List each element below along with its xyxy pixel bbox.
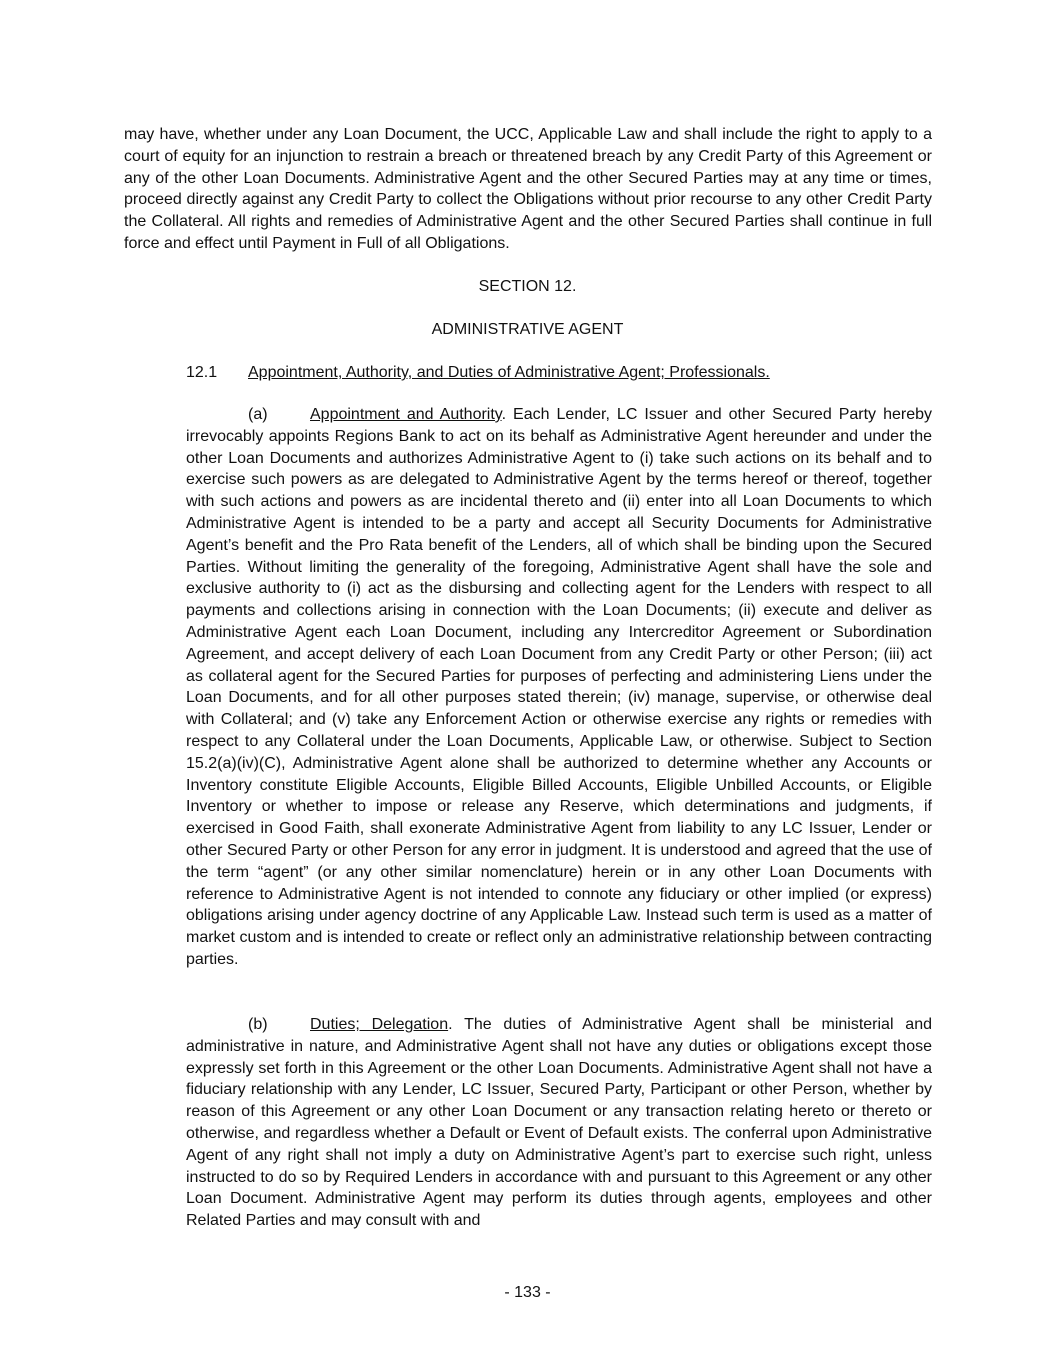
clause-b-label: (b)	[248, 1016, 268, 1033]
subsection-title: Appointment, Authority, and Duties of Administrative Agent; Professionals.	[248, 364, 770, 381]
subsection-number: 12.1	[186, 364, 218, 381]
clause-b-paragraph	[186, 1014, 932, 1232]
clause-b-text: . The duties of Administrative Agent shall be ministerial and administrative in nature, and Administrative Agent shall not have any duties or obligations except those expressly set forth in this Agreement or the other Loan Documents. Administrative Agent shall not have a fiduciary relationship with any Lender, LC Issuer, Secured Party, Participant or other Person, whether by reason of this Agreement or any other Loan Document or any transaction relating hereto or thereto or otherwise, and regardless whether a Default or Event of Default exists. The conferral upon Administrative Agent of any right shall not imply a duty on Administrative Agent’s part to exercise such right, unless instructed to do so by Required Lenders in accordance with and pursuant to this Agreement or any other Loan Document. Administrative Agent may perform its duties through agents, employees and other Related Parties and may consult with and	[186, 1016, 932, 1230]
section-title: ADMINISTRATIVE AGENT	[431, 321, 624, 338]
clause-a-label: (a)	[248, 406, 268, 423]
section-number: SECTION 12.	[478, 278, 577, 295]
clause-b-heading: Duties; Delegation	[310, 1016, 449, 1033]
continuation-paragraph: may have, whether under any Loan Document, the UCC, Applicable Law and shall include the right to apply to a court of equity for an injunction to restrain a breach or threatened breach by any Credit Party of this Agreement or any of the other Loan Documents. Administrative Agent and the other Secured Parties may at any time or times, proceed directly against any Credit Party to collect the Obligations without prior recourse to any other Credit Party the Collateral. All rights and remedies of Administrative Agent and the other Secured Parties shall continue in full force and effect until Payment in Full of all Obligations.	[124, 126, 932, 252]
clause-a-heading: Appointment and Authority	[310, 406, 502, 423]
subsection-heading	[186, 362, 770, 384]
clause-a-paragraph	[186, 404, 932, 971]
clause-a-text: . Each Lender, LC Issuer and other Secured Party hereby irrevocably appoints Regions Bank to act on its behalf as Administrative Agent hereunder and under the other Loan Documents and authorizes Administrative Agent to (i) take such actions on its behalf and to exercise such powers as are delegated to Administrative Agent by the terms hereof or thereof, together with such actions and powers as are incidental thereto and (ii) enter into all Loan Documents to which Administrative Agent is intended to be a party and accept all Security Documents for Administrative Agent’s benefit and the Pro Rata benefit of the Lenders, all of which shall be binding upon the Secured Parties. Without limiting the generality of the foregoing, Administrative Agent shall have the sole and exclusive authority to (i) act as the disbursing and collecting agent for the Lenders with respect to all payments and collections arising in connection with the Loan Documents; (ii) execute and deliver as Administrative Agent each Loan Document, including any Intercreditor Agreement or Subordination Agreement, and accept delivery of each Loan Document from any Credit Party or other Person; (iii) act as collateral agent for the Secured Parties for purposes of perfecting and administering Liens under the Loan Documents, and for all other purposes stated therein; (iv) manage, supervise, or otherwise deal with Collateral; and (v) take any Enforcement Action or otherwise exercise any rights or remedies with respect to any Collateral under the Loan Documents, Applicable Law, or otherwise. Subject to Section 15.2(a)(iv)(C), Administrative Agent alone shall be authorized to determine whether any Accounts or Inventory constitute Eligible Accounts, Eligible Billed Accounts, Eligible Unbilled Accounts, or Eligible Inventory or whether to impose or release any Reserve, which determinations and judgments, if exercised in Good Faith, shall exonerate Administrative Agent from liability to any LC Issuer, Lender or other Secured Party or other Person for any error in judgment. It is understood and agreed that the use of the term “agent” (or any other similar nomenclature) herein or in any other Loan Documents with reference to Administrative Agent is not intended to connote any fiduciary or other implied (or express) obligations arising under agency doctrine of any Applicable Law. Instead such term is used as a matter of market custom and is intended to create or reflect only an administrative relationship between contracting parties.	[186, 406, 932, 968]
page-number: - 133 -	[504, 1284, 551, 1301]
